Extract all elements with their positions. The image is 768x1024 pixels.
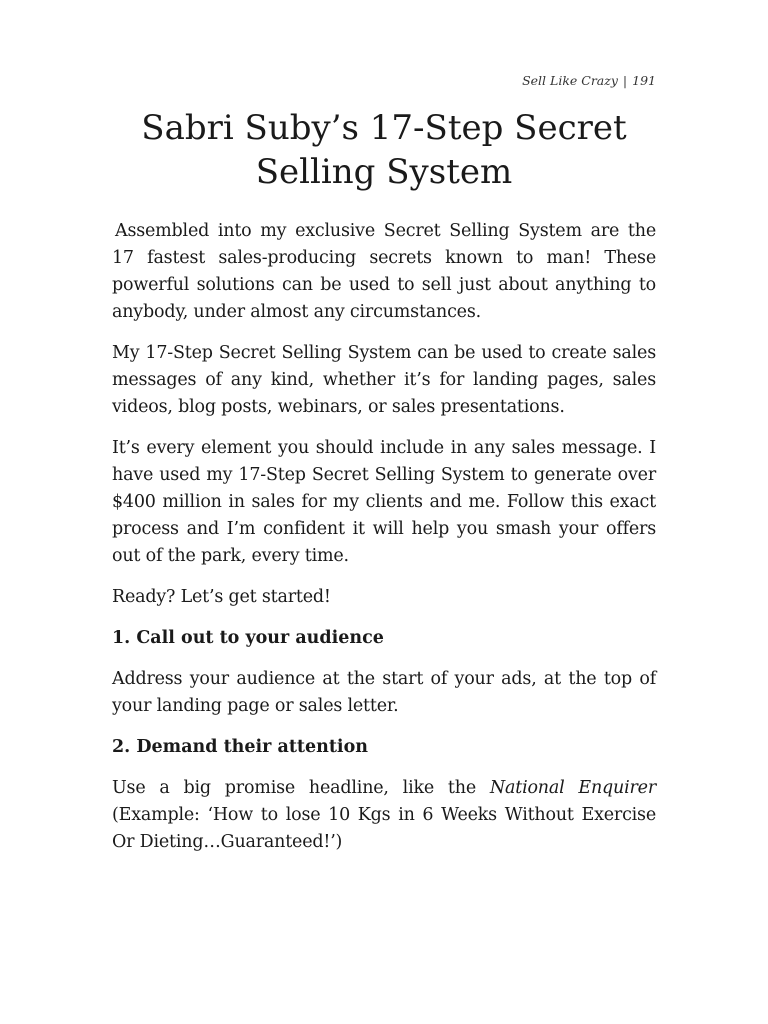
paragraph-ready: Ready? Let’s get started! <box>112 587 331 607</box>
step-2-text-end: (Example: ‘How to lose 10 Kgs in 6 Weeks Without Exercise Or Dieting…Guaranteed!’) <box>112 805 656 852</box>
step-1-text: Address your audience at the start of your ads, at the top of your landing page or sales letter. <box>112 669 656 716</box>
page-number: 191 <box>632 73 656 88</box>
body-text <box>112 218 656 870</box>
step-1-heading: 1. Call out to your audience <box>112 628 384 648</box>
step-2-heading: 2. Demand their attention <box>112 737 368 757</box>
paragraph-intro: Assembled into my exclusive Secret Selling System are the 17 fastest sales-producing secrets known to man! These powerful solutions can be used to sell just about anything to anybody, under almost any circumstances. <box>112 221 656 322</box>
running-header <box>522 73 656 88</box>
chapter-title <box>112 106 656 194</box>
header-separator: | <box>622 73 628 88</box>
book-title: Sell Like Crazy <box>522 73 618 88</box>
chapter-title-line-1: Sabri Suby’s 17-Step Secret <box>141 108 627 148</box>
paragraph-results: It’s every element you should include in any sales message. I have used my 17-Step Secret Selling System to generate over $400 million in sales for my clients and me. Follow this exact process and I’m confident it will help you smash your offers out of the park, every time. <box>112 438 656 566</box>
chapter-title-line-2: Selling System <box>255 152 513 192</box>
step-2-text-publication: National Enquirer <box>489 778 657 798</box>
step-2-text <box>112 775 656 856</box>
paragraph-usage: My 17-Step Secret Selling System can be used to create sales messages of any kind, whether it’s for landing pages, sales videos, blog posts, webinars, or sales presentations. <box>112 343 656 417</box>
step-2-text-start: Use a big promise headline, like the <box>112 778 490 798</box>
